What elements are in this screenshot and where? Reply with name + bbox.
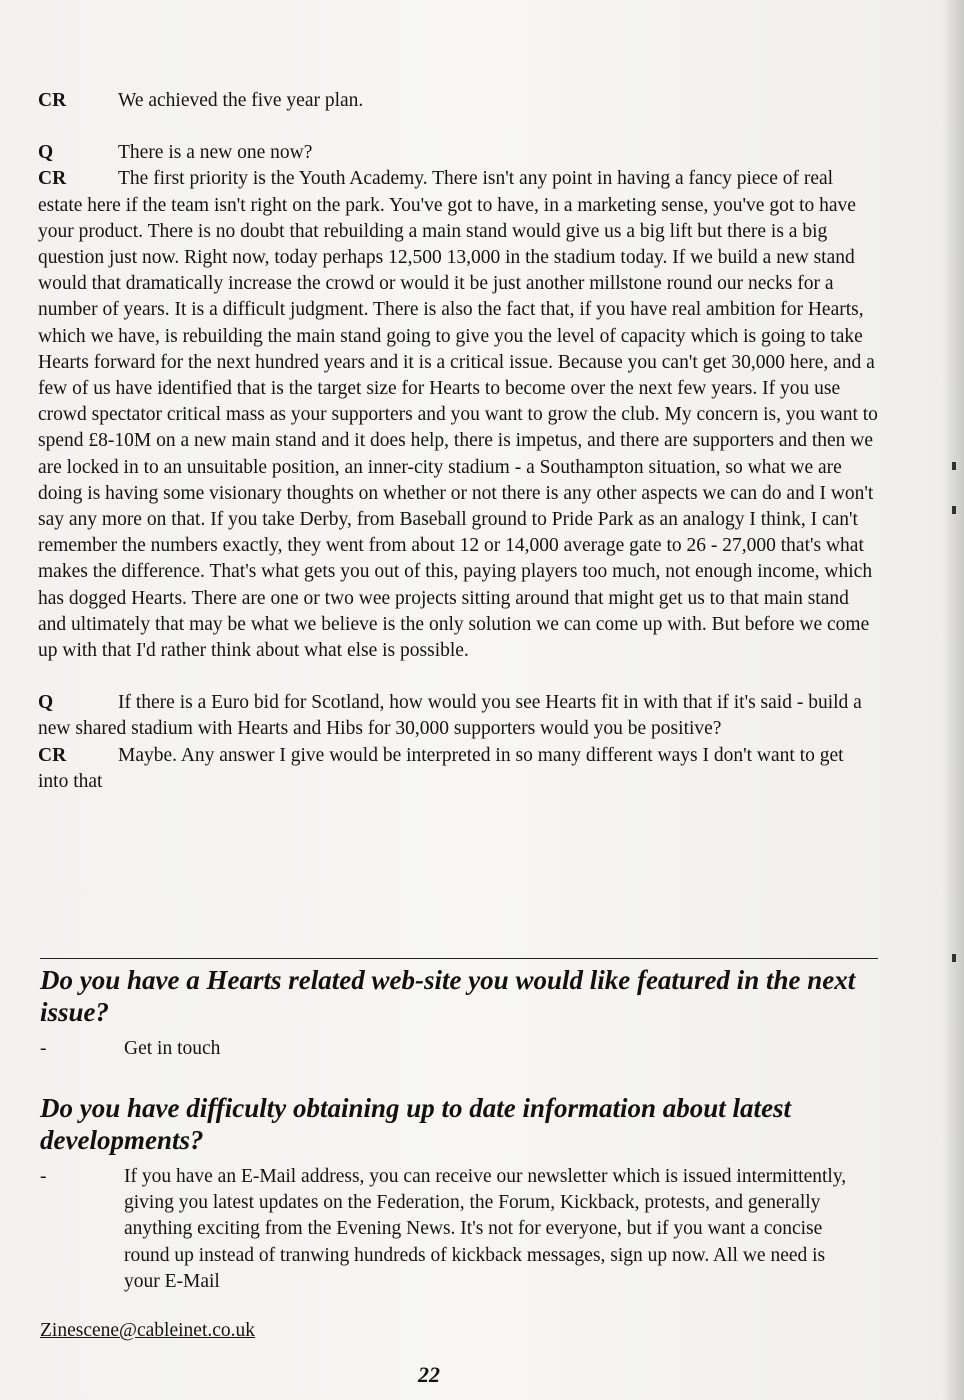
interview-answer: We achieved the five year plan. <box>118 90 364 111</box>
newsletter-heading: Do you have difficulty obtaining up to date information about latest developments? <box>40 1093 792 1155</box>
page-edge-shadow <box>942 0 964 1400</box>
bullet-dash: - <box>40 1038 47 1059</box>
interview-question: There is a new one now? <box>118 142 313 164</box>
interview-answer: The first priority is the Youth Academy. There isn't any point in having a fancy piece of real estate here if the team isn't right on the park. You've got to have, in a marketing sense, you've got to have your product. There is no doubt that rebuilding a main stand would give us a big lift but there is a big question just now. Right now, today perhaps 12,500 13,000 in the stadium today. If we build a new stand would that dramatically increase the crowd or would it be just another millstone round our necks for a number of years. It is a difficult judgment. There is also the fact that, if you have real ambition for Hearts, which we have, is rebuilding the main stand going to give you the level of capacity which is going to take Hearts forward for the next hundred years and it is a critical issue. Because you can't get 30,000 here, and a few of us have identified that is the target size for Hearts to become over the next few years. If you use crowd spectator critical mass as your supporters and you want to grow the club. My concern is, you want to spend £8-10M on a new main stand and it does help, there is impetus, and there are supporters and then we are locked in to an unsuitable position, an inner-city stadium - a Southampton situation, so what we are doing is having some visionary thoughts on whether or not there is any other aspects we can do and I won't say any more on that. If you take Derby, from Baseball ground to Pride Park as an analogy I think, I can't remember the numbers exactly, they went from about 12 or 14,000 average gate to 26 - 27,000 that's what makes the difference. That's what gets you out of this, paying players too much, not enough income, which has dogged Hearts. There are one or two wee projects sitting around that might get us to that main stand and ultimately that may be what we believe is the only solution we can come up with. But before we come up with that I'd rather think about what else is possible. <box>38 168 878 662</box>
section-divider <box>40 958 878 959</box>
speaker-label: Q <box>38 142 54 164</box>
email-link[interactable]: Zinescene@cableinet.co.uk <box>40 1320 256 1341</box>
interview-line-1 <box>38 88 878 114</box>
interview-line-4 <box>38 690 878 742</box>
interview-line-2 <box>38 140 878 166</box>
interview-text <box>38 88 878 795</box>
speaker-label: CR <box>38 90 67 111</box>
margin-tick-mark <box>952 954 956 962</box>
margin-tick-mark <box>952 506 956 514</box>
website-feature-heading: Do you have a Hearts related web-site you would like featured in the next issue? <box>40 965 856 1027</box>
speaker-label: CR <box>38 744 67 766</box>
bullet-dash: - <box>40 1166 47 1187</box>
page-number: 22 <box>418 1362 440 1387</box>
interview-line-5 <box>38 743 878 795</box>
newsletter-text: If you have an E-Mail address, you can receive our newsletter which is issued intermittently, giving you latest updates on the Federation, the Forum, Kickback, protests, and generally anything exciting from the Evening News. It's not for everyone, but if you want a concise round up instead of tranwing hundreds of kickback messages, sign up now. All we need is your E-Mail <box>124 1166 847 1292</box>
website-feature-item <box>40 1036 880 1062</box>
interview-question: If there is a Euro bid for Scotland, how would you see Hearts fit in with that if it's said - build a new shared stadium with Hearts and Hibs for 30,000 supporters would you be positive? <box>38 692 862 740</box>
interview-answer: Maybe. Any answer I give would be interpreted in so many different ways I don't want to get into that <box>38 744 844 792</box>
interview-line-3 <box>38 166 878 664</box>
margin-tick-mark <box>952 462 956 470</box>
newsletter-item <box>40 1164 880 1295</box>
get-in-touch-text: Get in touch <box>124 1038 221 1059</box>
speaker-label: Q <box>38 692 54 714</box>
speaker-label: CR <box>38 168 67 190</box>
